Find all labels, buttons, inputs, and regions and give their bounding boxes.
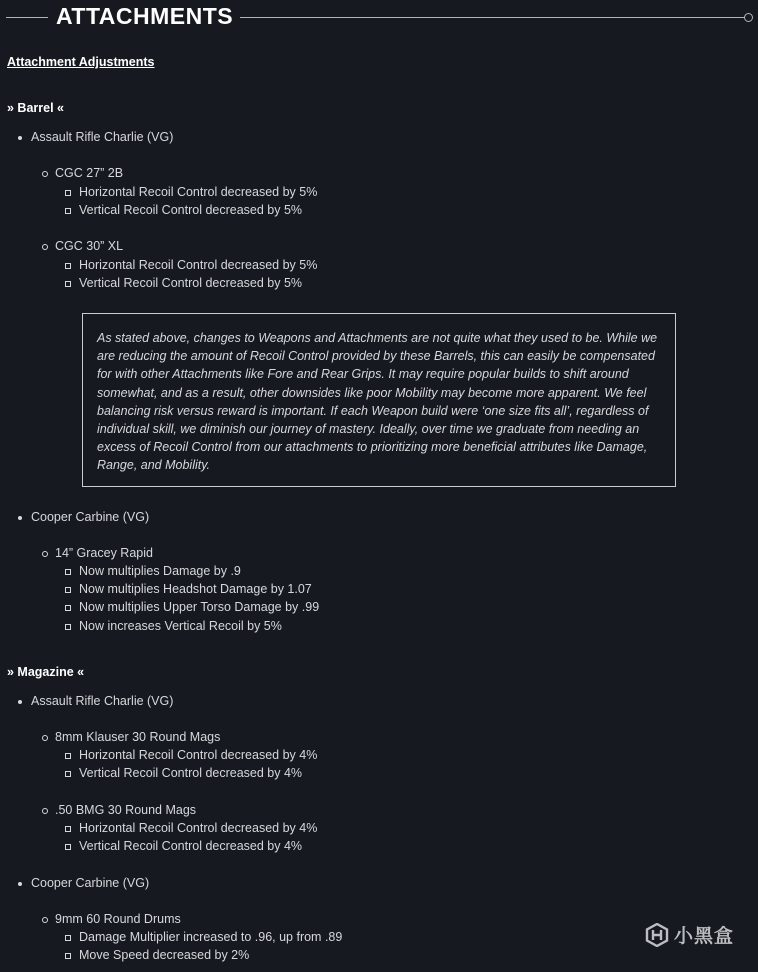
list-item-weapon: Cooper Carbine (VG) [31,876,150,890]
list-item-weapon: Assault Rifle Charlie (VG) [31,130,174,144]
list-item-attachment: CGC 30” XL [55,239,124,253]
list-item-weapon: Cooper Carbine (VG) [31,510,150,524]
list-item-attachment: CGC 27” 2B [55,166,124,180]
list-item-weapon: Assault Rifle Charlie (VG) [31,694,174,708]
section-header [0,0,758,34]
list-item-change: Vertical Recoil Control decreased by 4% [79,839,303,853]
list-item-change: Now multiplies Headshot Damage by 1.07 [79,582,312,596]
page-title: ATTACHMENTS [56,3,234,29]
list-item-attachment: 14” Gracey Rapid [55,546,153,560]
list-item-change: Horizontal Recoil Control decreased by 4% [79,748,318,762]
header-rule-left [6,17,48,18]
list-item-change: Vertical Recoil Control decreased by 5% [79,203,303,217]
barrel-heading: » Barrel « [7,101,64,115]
list-item-change: Horizontal Recoil Control decreased by 5% [79,185,318,199]
list-item-change: Damage Multiplier increased to .96, up from .89 [79,930,343,944]
watermark [645,921,734,948]
list-item-attachment: 8mm Klauser 30 Round Mags [55,730,221,744]
list-item-change: Horizontal Recoil Control decreased by 4% [79,821,318,835]
magazine-heading: » Magazine « [7,665,85,679]
list-item-change: Move Speed decreased by 2% [79,948,250,962]
list-item-attachment: .50 BMG 30 Round Mags [55,803,197,817]
list-item-change: Horizontal Recoil Control decreased by 5% [79,258,318,272]
list-item-attachment: 9mm 60 Round Drums [55,912,181,926]
list-item-change: Vertical Recoil Control decreased by 4% [79,766,303,780]
attachment-adjustments-link[interactable]: Attachment Adjustments [7,55,155,69]
list-item-change: Vertical Recoil Control decreased by 5% [79,276,303,290]
list-item-change: Now multiplies Upper Torso Damage by .99 [79,600,320,614]
heybox-logo-icon [645,923,669,947]
header-rule-right [240,17,750,18]
list-item-change: Now multiplies Damage by .9 [79,564,241,578]
watermark-text: 小黑盒 [674,926,735,947]
design-note-box: As stated above, changes to Weapons and Attachments are not quite what they used to be. While we are reducing the amount of Recoil Control provided by these Barrels, this can easily be compensated for with other Attachments like Fore and Rear Grips. It may require popular builds to shift around somewhat, and as a result, other downsides like poor Mobility may become more apparent. We feel balancing risk versus reward is important. If each Weapon build were ‘one size fits all’, regardless of individual skill, we diminish our journey of mastery. Ideally, over time we graduate from needing an excess of Recoil Control from our attachments to prioritizing more beneficial attributes like Damage, Range, and Mobility. [82,313,676,487]
header-rule-end-dot [744,13,753,22]
list-item-change: Now increases Vertical Recoil by 5% [79,619,282,633]
